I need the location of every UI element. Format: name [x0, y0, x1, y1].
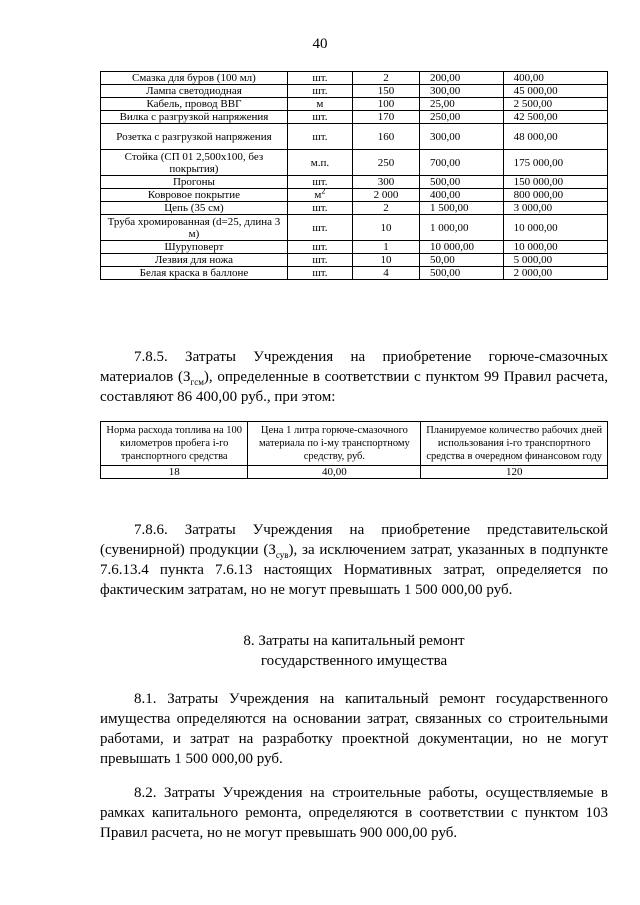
item-total-cell-text: 400,00 — [513, 72, 544, 84]
items-table-row — [101, 98, 608, 111]
item-unit-cell — [287, 176, 352, 189]
item-price-cell — [420, 215, 504, 241]
item-unit-cell — [287, 267, 352, 280]
item-qty-cell-text: 160 — [377, 130, 395, 143]
item-qty-cell-text: 2 000 — [373, 189, 399, 201]
items-table-row — [101, 111, 608, 124]
unit-superscript: 2 — [321, 186, 326, 196]
item-unit-cell-text: шт. — [312, 130, 328, 143]
item-name-cell-text: Белая краска в баллоне — [139, 267, 249, 279]
item-price-cell-text: 25,00 — [430, 98, 455, 110]
item-unit-cell-text: шт. — [312, 241, 328, 253]
items-table-row — [101, 267, 608, 280]
item-unit-cell — [287, 98, 352, 111]
item-name-cell — [101, 85, 288, 98]
item-total-cell — [503, 254, 607, 267]
item-price-cell-text: 200,00 — [430, 72, 461, 84]
item-unit-cell-text: шт. — [312, 85, 328, 97]
item-unit-cell-text: шт. — [312, 221, 328, 234]
item-total-cell-text: 3 000,00 — [513, 202, 553, 214]
item-price-cell — [420, 189, 504, 202]
item-unit-cell — [287, 215, 352, 241]
item-unit-cell — [287, 72, 352, 85]
item-total-cell-text: 45 000,00 — [513, 85, 558, 97]
item-name-cell-text: Труба хромированная (d=25, длина 3 м) — [107, 215, 281, 240]
item-name-cell-text: Цепь (35 см) — [164, 202, 224, 214]
item-price-cell — [420, 85, 504, 98]
item-price-cell-text: 300,00 — [430, 130, 461, 143]
item-qty-cell-text: 10 — [380, 221, 392, 234]
item-name-cell — [101, 241, 288, 254]
item-unit-cell — [287, 186, 352, 202]
item-name-cell — [101, 150, 288, 176]
item-name-cell — [101, 72, 288, 85]
item-total-cell-text: 800 000,00 — [513, 189, 564, 201]
item-name-cell-text: Лезвия для ножа — [154, 254, 234, 266]
item-price-cell — [420, 254, 504, 267]
item-price-cell-text: 300,00 — [430, 85, 461, 97]
item-total-cell — [503, 98, 607, 111]
item-price-cell — [420, 150, 504, 176]
item-name-cell-text: Вилка с разгрузкой напряжения — [119, 111, 269, 123]
item-qty-cell-text: 170 — [377, 111, 395, 123]
fuel-table-header-row — [101, 422, 608, 466]
items-table-row — [101, 254, 608, 267]
para-82-text: 8.2. Затраты Учреждения на строительные работы, осуществляемые в рамках капитального ремонта, определяются в соответствии с пунктом 103 Правил расчета, но не могут превышать 900 000,00 руб. — [100, 785, 608, 841]
item-unit-cell — [287, 241, 352, 254]
items-table-row — [101, 215, 608, 241]
item-name-cell — [101, 98, 288, 111]
item-unit-cell-text: шт. — [312, 111, 328, 123]
items-table-row — [101, 176, 608, 189]
item-name-cell-text: Смазка для буров (100 мл) — [132, 72, 256, 84]
section-8-heading-line-2: государственного имущества — [260, 653, 448, 669]
page-number: 40 — [312, 36, 328, 52]
item-unit-cell-text: шт. — [312, 267, 328, 279]
item-unit-cell-text: м — [314, 189, 322, 201]
item-total-cell — [503, 85, 607, 98]
item-price-cell-text: 50,00 — [430, 254, 455, 266]
item-price-cell — [420, 241, 504, 254]
item-name-cell-text: Стойка (СП 01 2,500х100, без покрытия) — [124, 150, 264, 175]
item-name-cell — [101, 267, 288, 280]
item-total-cell-text: 2 500,00 — [513, 98, 553, 110]
para-786-text-2: ), за исключением затрат, указанных в подпункте 7.6.13.4 пункта 7.6.13 настоящих Нормативных затрат, определяется по фактическим затратам, но не могут превышать 1 500 000,00 руб. — [100, 542, 608, 598]
item-price-cell-text: 500,00 — [430, 267, 461, 279]
item-total-cell-text: 10 000,00 — [513, 221, 558, 234]
para-785-text-1: 7.8.5. Затраты Учреждения на приобретение горюче-смазочных материалов (З — [100, 349, 608, 385]
item-unit-cell — [287, 111, 352, 124]
item-price-cell — [420, 98, 504, 111]
item-name-cell — [101, 189, 288, 202]
item-unit-cell-text: м — [316, 98, 324, 110]
item-total-cell — [503, 176, 607, 189]
paragraph-8-1 — [100, 689, 608, 769]
fuel-value-norm: 18 — [101, 466, 248, 479]
item-name-cell — [101, 111, 288, 124]
fuel-header-price: Цена 1 литра горюче-смазочного материала по i-му транспортному средству, руб. — [248, 422, 421, 466]
item-qty-cell — [352, 267, 419, 280]
item-unit-cell-text: шт. — [312, 202, 328, 214]
items-table-row — [101, 202, 608, 215]
items-table-row — [101, 85, 608, 98]
item-qty-cell-text: 300 — [377, 176, 395, 188]
item-price-cell-text: 10 000,00 — [430, 241, 475, 253]
paragraph-7-8-6 — [100, 520, 608, 600]
items-table-row — [101, 124, 608, 150]
item-unit-cell-text: шт. — [312, 176, 328, 188]
item-qty-cell — [352, 176, 419, 189]
paragraph-7-8-5 — [100, 347, 608, 407]
para-81-text: 8.1. Затраты Учреждения на капитальный ремонт государственного имущества определяются на основании затрат, связанных со строительными работами, и затрат на разработку проектной документации, но не могут превышать 1 500 000,00 руб. — [100, 691, 608, 767]
item-price-cell — [420, 202, 504, 215]
para-786-text-1: 7.8.6. Затраты Учреждения на приобретение представительской (сувенирной) продукции (З — [100, 522, 608, 558]
fuel-value-price: 40,00 — [248, 466, 421, 479]
item-qty-cell — [352, 150, 419, 176]
item-qty-cell-text: 2 — [383, 202, 389, 214]
item-qty-cell-text: 2 — [383, 72, 389, 84]
item-qty-cell — [352, 254, 419, 267]
item-name-cell-text: Кабель, провод ВВГ — [146, 98, 242, 110]
item-price-cell-text: 700,00 — [430, 156, 461, 169]
fuel-header-norm: Норма расхода топлива на 100 километров пробега i-го транспортного средства — [101, 422, 248, 466]
item-qty-cell — [352, 215, 419, 241]
item-name-cell-text: Ковровое покрытие — [147, 189, 240, 201]
items-table-row — [101, 150, 608, 176]
item-name-cell-text: Прогоны — [172, 176, 215, 188]
item-qty-cell — [352, 72, 419, 85]
item-total-cell — [503, 189, 607, 202]
para-785-subscript: гсм — [190, 377, 204, 387]
item-unit-cell-text: м.п. — [310, 156, 330, 169]
item-total-cell — [503, 111, 607, 124]
item-name-cell-text: Лампа светодиодная — [146, 85, 242, 97]
items-table — [100, 71, 608, 280]
fuel-table — [100, 421, 608, 479]
item-qty-cell-text: 4 — [383, 267, 389, 279]
item-total-cell — [503, 124, 607, 150]
item-qty-cell — [352, 202, 419, 215]
fuel-header-days: Планируемое количество рабочих дней использования i-го транспортного средства в очередном финансовом году — [421, 422, 608, 466]
para-786-subscript: сув — [275, 550, 289, 560]
item-qty-cell-text: 10 — [380, 254, 392, 266]
item-qty-cell-text: 100 — [377, 98, 395, 110]
item-price-cell — [420, 111, 504, 124]
item-total-cell-text: 150 000,00 — [513, 176, 564, 188]
item-total-cell-text: 2 000,00 — [513, 267, 553, 279]
item-unit-cell-text: шт. — [312, 254, 328, 266]
section-8-heading-line-1: 8. Затраты на капитальный ремонт — [243, 633, 465, 649]
fuel-table-value-row — [101, 466, 608, 479]
item-price-cell-text: 500,00 — [430, 176, 461, 188]
item-name-cell — [101, 176, 288, 189]
item-total-cell-text: 175 000,00 — [513, 156, 564, 169]
item-qty-cell-text: 1 — [383, 241, 389, 253]
items-table-row — [101, 241, 608, 254]
item-qty-cell — [352, 189, 419, 202]
item-total-cell-text: 10 000,00 — [513, 241, 558, 253]
item-total-cell — [503, 267, 607, 280]
item-total-cell-text: 5 000,00 — [513, 254, 553, 266]
item-name-cell — [101, 202, 288, 215]
item-price-cell-text: 250,00 — [430, 111, 461, 123]
section-8-heading — [100, 631, 608, 671]
item-qty-cell — [352, 85, 419, 98]
item-total-cell — [503, 202, 607, 215]
item-qty-cell-text: 150 — [377, 85, 395, 97]
items-table-row — [101, 189, 608, 202]
item-qty-cell-text: 250 — [377, 156, 395, 169]
item-unit-cell — [287, 254, 352, 267]
item-total-cell-text: 42 500,00 — [513, 111, 558, 123]
item-qty-cell — [352, 241, 419, 254]
item-unit-cell — [287, 85, 352, 98]
paragraph-8-2 — [100, 783, 608, 843]
item-unit-cell — [287, 150, 352, 176]
item-total-cell-text: 48 000,00 — [513, 130, 558, 143]
item-unit-cell-text: шт. — [312, 72, 328, 84]
item-name-cell-text: Розетка с разгрузкой напряжения — [116, 130, 272, 143]
item-qty-cell — [352, 98, 419, 111]
item-unit-cell — [287, 124, 352, 150]
item-price-cell-text: 1 500,00 — [430, 202, 469, 214]
item-price-cell — [420, 124, 504, 150]
item-total-cell — [503, 150, 607, 176]
item-name-cell-text: Шуруповерт — [164, 241, 224, 253]
item-total-cell — [503, 215, 607, 241]
item-price-cell-text: 1 000,00 — [430, 221, 469, 234]
item-total-cell — [503, 72, 607, 85]
item-price-cell — [420, 72, 504, 85]
item-qty-cell — [352, 111, 419, 124]
item-price-cell-text: 400,00 — [430, 189, 461, 201]
item-name-cell — [101, 215, 288, 241]
item-name-cell — [101, 254, 288, 267]
item-name-cell — [101, 124, 288, 150]
items-table-row — [101, 72, 608, 85]
item-price-cell — [420, 176, 504, 189]
fuel-value-days: 120 — [421, 466, 608, 479]
item-total-cell — [503, 241, 607, 254]
item-price-cell — [420, 267, 504, 280]
item-unit-cell — [287, 202, 352, 215]
item-qty-cell — [352, 124, 419, 150]
para-785-text-2: ), определенные в соответствии с пунктом 99 Правил расчета, составляют 86 400,00 руб., при этом: — [100, 369, 608, 405]
